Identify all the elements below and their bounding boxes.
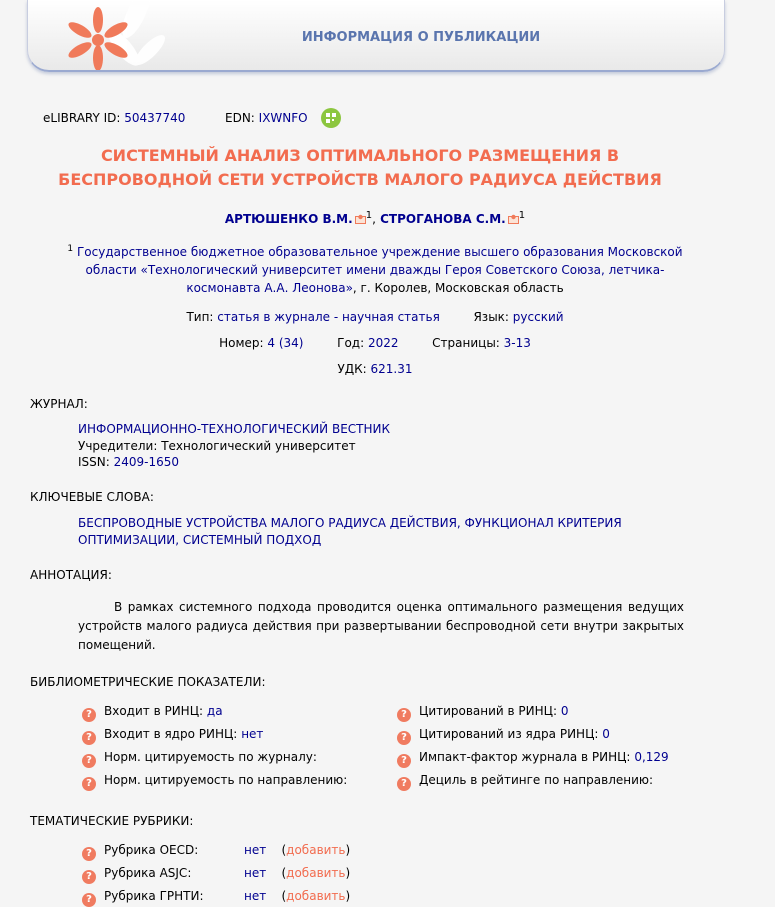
help-question-icon[interactable]: ?: [397, 708, 411, 722]
type-value[interactable]: статья в журнале - научная статья: [217, 310, 440, 324]
rubrics-heading: ТЕМАТИЧЕСКИЕ РУБРИКИ:: [30, 814, 194, 828]
help-question-icon[interactable]: ?: [82, 847, 96, 861]
help-question-icon[interactable]: ?: [397, 731, 411, 745]
add-rubric-link[interactable]: добавить: [286, 866, 346, 880]
year-label: Год:: [337, 336, 365, 350]
biblio-heading: БИБЛИОМЕТРИЧЕСКИЕ ПОКАЗАТЕЛИ:: [30, 675, 266, 689]
edn-label: EDN:: [225, 111, 255, 125]
author-affiliation-sup: 1: [365, 210, 373, 221]
udk-label: УДК:: [337, 362, 367, 376]
keywords-block: [78, 515, 622, 548]
pages-value[interactable]: 3-13: [503, 336, 531, 350]
rubric-item: ? Рубрика ГРНТИ: нет (добавить): [82, 889, 350, 907]
biblio-value[interactable]: нет: [241, 727, 264, 741]
language-value[interactable]: русский: [512, 310, 564, 324]
rubric-value[interactable]: нет: [244, 843, 267, 857]
biblio-value[interactable]: да: [206, 704, 223, 718]
abstract-heading: АННОТАЦИЯ:: [30, 568, 112, 582]
affiliation-city: , г. Королев, Московская область: [352, 281, 564, 295]
publication-ids: [43, 108, 341, 128]
affiliation-link[interactable]: Государственное бюджетное образовательное учреждение высшего образования Московской области «Технологический университет имени дважды Героя Советского Союза, летчика-космонавта А.А. Леонова»: [76, 245, 683, 295]
abstract-text: В рамках системного подхода проводится оценка оптимального размещения ведущих устройств малого радиуса действия при развертывании беспроводной сети внутри закрытых помещений.: [78, 600, 684, 652]
number-value[interactable]: 4 (34): [267, 336, 304, 350]
help-question-icon[interactable]: ?: [82, 754, 96, 768]
edn-value[interactable]: IXWNFO: [258, 111, 308, 125]
biblio-item: ? Норм. цитируемость по направлению:: [82, 773, 347, 791]
add-rubric-link[interactable]: добавить: [286, 843, 346, 857]
biblio-value[interactable]: 0,129: [634, 750, 669, 764]
meta-row-type: [0, 310, 750, 324]
help-question-icon[interactable]: ?: [82, 870, 96, 884]
journal-name-link[interactable]: ИНФОРМАЦИОННО-ТЕХНОЛОГИЧЕСКИЙ ВЕСТНИК: [78, 422, 391, 436]
affiliation-sup: 1: [67, 244, 74, 254]
author-affiliation-sup: 1: [518, 210, 526, 221]
elibrary-id-value[interactable]: 50437740: [124, 111, 186, 125]
page-header: [27, 0, 725, 72]
rubric-item: ? Рубрика ASJC: нет (добавить): [82, 866, 350, 884]
year-value[interactable]: 2022: [367, 336, 399, 350]
help-question-icon[interactable]: ?: [82, 731, 96, 745]
page-title: ИНФОРМАЦИЯ О ПУБЛИКАЦИИ: [301, 30, 541, 45]
help-question-icon[interactable]: ?: [82, 893, 96, 907]
meta-row-issue: [0, 336, 750, 350]
add-rubric-link[interactable]: добавить: [286, 889, 346, 903]
help-question-icon[interactable]: ?: [82, 777, 96, 791]
article-title-line-1: СИСТЕМНЫЙ АНАЛИЗ ОПТИМАЛЬНОГО РАЗМЕЩЕНИЯ В: [100, 146, 620, 165]
type-label: Тип:: [186, 310, 214, 324]
author-link[interactable]: СТРОГАНОВА С.М.: [380, 212, 506, 226]
number-label: Номер:: [219, 336, 264, 350]
biblio-item: ? Входит в ядро РИНЦ: нет: [82, 727, 263, 745]
journal-block: [78, 421, 390, 471]
rubric-value[interactable]: нет: [244, 889, 267, 903]
biblio-item: ? Входит в РИНЦ: да: [82, 704, 223, 722]
journal-heading: ЖУРНАЛ:: [30, 397, 88, 411]
author-link[interactable]: АРТЮШЕНКО В.М.: [224, 212, 353, 226]
author-separator: ,: [372, 212, 376, 226]
journal-founders: Учредители: Технологический университет: [78, 438, 356, 453]
meta-row-udk: [0, 362, 750, 376]
udk-value[interactable]: 621.31: [370, 362, 413, 376]
biblio-item: ? Цитирований из ядра РИНЦ: 0: [397, 727, 610, 745]
author-list: [0, 210, 750, 226]
issn-value[interactable]: 2409-1650: [113, 455, 180, 469]
help-question-icon[interactable]: ?: [397, 777, 411, 791]
article-title: [0, 144, 720, 192]
rubric-value[interactable]: нет: [244, 866, 267, 880]
qr-code-icon[interactable]: [321, 108, 341, 128]
biblio-value[interactable]: 0: [602, 727, 610, 741]
article-title-line-2: БЕСПРОВОДНОЙ СЕТИ УСТРОЙСТВ МАЛОГО РАДИУСА ДЕЙСТВИЯ: [58, 170, 662, 189]
biblio-item: ? Дециль в рейтинге по направлению:: [397, 773, 653, 791]
affiliation: [60, 240, 690, 297]
help-question-icon[interactable]: ?: [397, 754, 411, 768]
keywords-line-2[interactable]: ОПТИМИЗАЦИИ, СИСТЕМНЫЙ ПОДХОД: [78, 532, 322, 547]
biblio-item: ? Импакт-фактор журнала в РИНЦ: 0,129: [397, 750, 669, 768]
keywords-line-1[interactable]: БЕСПРОВОДНЫЕ УСТРОЙСТВА МАЛОГО РАДИУСА ДЕЙСТВИЯ, ФУНКЦИОНАЛ КРИТЕРИЯ: [78, 516, 622, 530]
help-question-icon[interactable]: ?: [82, 708, 96, 722]
mail-icon[interactable]: [355, 214, 366, 224]
biblio-item: ? Цитирований в РИНЦ: 0: [397, 704, 569, 722]
biblio-item: ? Норм. цитируемость по журналу:: [82, 750, 317, 768]
keywords-heading: КЛЮЧЕВЫЕ СЛОВА:: [30, 490, 154, 504]
issn-label: ISSN:: [78, 455, 110, 469]
pages-label: Страницы:: [432, 336, 500, 350]
biblio-value[interactable]: 0: [560, 704, 569, 718]
elibrary-id-label: eLIBRARY ID:: [43, 111, 121, 125]
mail-icon[interactable]: [508, 214, 519, 224]
rubric-item: ? Рубрика OECD: нет (добавить): [82, 843, 350, 861]
language-label: Язык:: [473, 310, 509, 324]
